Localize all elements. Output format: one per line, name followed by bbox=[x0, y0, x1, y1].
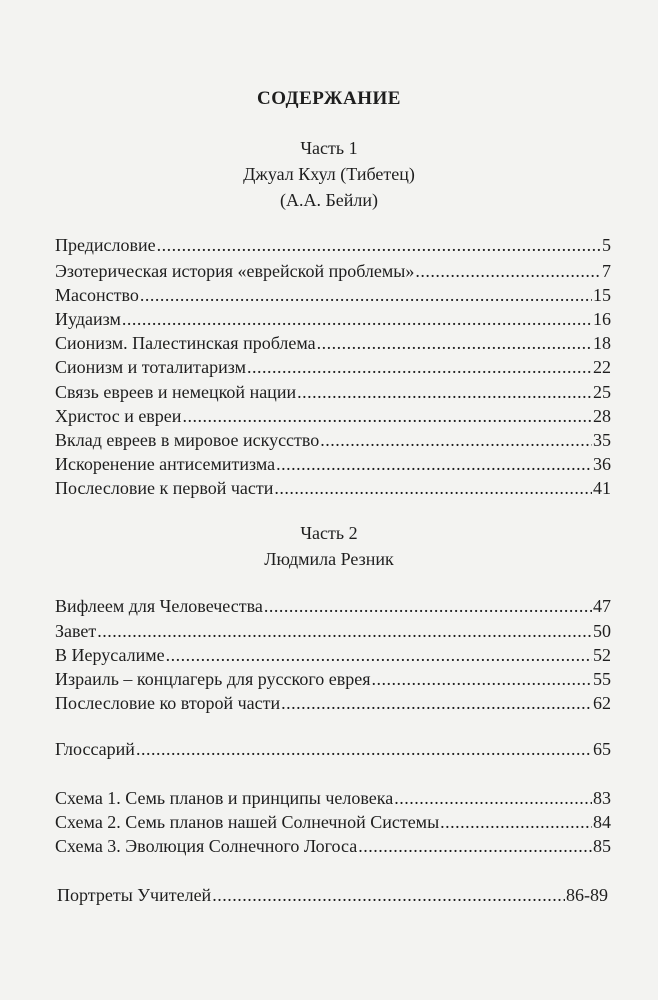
toc-entry: Послесловие ко второй части ..... 62 bbox=[55, 691, 611, 715]
toc-entry: Христос и евреи ..... 28 bbox=[55, 404, 611, 428]
leader-dots bbox=[317, 331, 592, 355]
leader-dots bbox=[358, 834, 592, 858]
part2-author: Людмила Резник bbox=[264, 549, 394, 569]
leader-dots bbox=[140, 283, 592, 307]
page-title: СОДЕРЖАНИЕ bbox=[257, 88, 401, 109]
part2-heading: Часть 2 bbox=[300, 523, 358, 543]
portraits-entry: Портреты Учителей ..... 86-89 bbox=[57, 883, 608, 907]
leader-dots bbox=[372, 667, 592, 691]
leader-dots bbox=[212, 883, 565, 907]
leader-dots bbox=[247, 355, 592, 379]
leader-dots bbox=[281, 691, 592, 715]
glossary-entry: Глоссарий ..... 65 bbox=[55, 737, 611, 761]
toc-entry: Вклад евреев в мировое искусство ..... 35 bbox=[55, 428, 611, 452]
leader-dots bbox=[274, 476, 592, 500]
leader-dots bbox=[276, 452, 592, 476]
leader-dots bbox=[320, 428, 592, 452]
toc-entry: Схема 1. Семь планов и принципы человека ..... 83 bbox=[55, 786, 611, 810]
toc-entry: Схема 2. Семь планов нашей Солнечной Системы ..... 84 bbox=[55, 810, 611, 834]
toc-entry: Эзотерическая история «еврейской проблемы» ..... 7 bbox=[55, 259, 611, 283]
leader-dots bbox=[264, 594, 592, 618]
part1-via: (А.А. Бейли) bbox=[279, 190, 379, 210]
leader-dots bbox=[166, 643, 592, 667]
toc-entry: Предисловие ..... 5 bbox=[55, 233, 611, 257]
leader-dots bbox=[415, 259, 601, 283]
leader-dots bbox=[136, 737, 592, 761]
leader-dots bbox=[182, 404, 592, 428]
toc-entry: Схема 3. Эволюция Солнечного Логоса ..... 85 bbox=[55, 834, 611, 858]
leader-dots bbox=[297, 380, 592, 404]
toc-entry: Израиль – концлагерь для русского еврея ..... 55 bbox=[55, 667, 611, 691]
toc-entry: Послесловие к первой части ..... 41 bbox=[55, 476, 611, 500]
toc-entry: Сионизм и тоталитаризм ..... 22 bbox=[55, 355, 611, 379]
toc-entry: В Иерусалиме ..... 52 bbox=[55, 643, 611, 667]
leader-dots bbox=[157, 233, 601, 257]
leader-dots bbox=[97, 619, 592, 643]
part1-heading: Часть 1 bbox=[300, 138, 358, 158]
toc-entry: Завет ..... 50 bbox=[55, 619, 611, 643]
leader-dots bbox=[440, 810, 592, 834]
toc-entry: Иудаизм ..... 16 bbox=[55, 307, 611, 331]
part1-author: Джуал Кхул (Тибетец) bbox=[243, 164, 415, 184]
toc-entry: Искоренение антисемитизма ..... 36 bbox=[55, 452, 611, 476]
toc-entry: Связь евреев и немецкой нации ..... 25 bbox=[55, 380, 611, 404]
toc-entry: Вифлеем для Человечества ..... 47 bbox=[55, 594, 611, 618]
leader-dots bbox=[122, 307, 592, 331]
leader-dots bbox=[394, 786, 592, 810]
toc-entry: Масонство ..... 15 bbox=[55, 283, 611, 307]
toc-entry: Сионизм. Палестинская проблема ..... 18 bbox=[55, 331, 611, 355]
